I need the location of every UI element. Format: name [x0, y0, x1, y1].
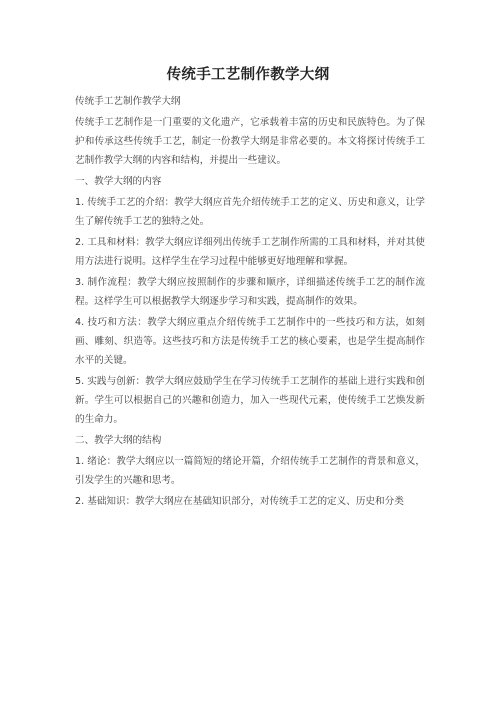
section-heading-structure: 二、教学大纲的结构 — [75, 435, 162, 446]
structure-item-introduction: 1. 绪论：教学大纲应以一篇简短的绪论开篇，介绍传统手工艺制作的背景和意义，引发学生的兴趣和思考。 — [75, 456, 425, 486]
content-item-practice-innovation: 5. 实践与创新：教学大纲应鼓励学生在学习传统手工艺制作的基础上进行实践和创新。学生可以根据自己的兴趣和创造力，加入一些现代元素，使传统手工艺焕发新的生命力。 — [75, 376, 425, 425]
content-item-tools-materials: 2. 工具和材料：教学大纲应详细列出传统手工艺制作所需的工具和材料，并对其使用方法进行说明。这样学生在学习过程中能够更好地理解和掌握。 — [75, 237, 425, 267]
content-item-process: 3. 制作流程：教学大纲应按照制作的步骤和顺序，详细描述传统手工艺的制作流程。这样学生可以根据教学大纲逐步学习和实践，提高制作的效果。 — [75, 277, 425, 307]
document-body — [75, 92, 425, 513]
document-title: 传统手工艺制作教学大纲 — [166, 67, 330, 83]
document-subtitle: 传统手工艺制作教学大纲 — [75, 96, 181, 107]
content-item-introduction: 1. 传统手工艺的介绍：教学大纲应首先介绍传统手工艺的定义、历史和意义，让学生了解传统手工艺的独特之处。 — [75, 197, 425, 227]
intro-paragraph: 传统手工艺制作是一门重要的文化遗产，它承载着丰富的历史和民族特色。为了保护和传承这些传统手工艺，制定一份教学大纲是非常必要的。本文将探讨传统手工艺制作教学大纲的内容和结构，并提出一些建议。 — [75, 117, 425, 166]
structure-item-basics: 2. 基础知识：教学大纲应在基础知识部分，对传统手工艺的定义、历史和分类 — [75, 496, 404, 507]
content-item-techniques: 4. 技巧和方法：教学大纲应重点介绍传统手工艺制作中的一些技巧和方法，如刻画、雕刻、织造等。这些技巧和方法是传统手工艺的核心要素，也是学生提高制作水平的关键。 — [75, 317, 425, 366]
section-heading-content: 一、教学大纲的内容 — [75, 176, 162, 187]
